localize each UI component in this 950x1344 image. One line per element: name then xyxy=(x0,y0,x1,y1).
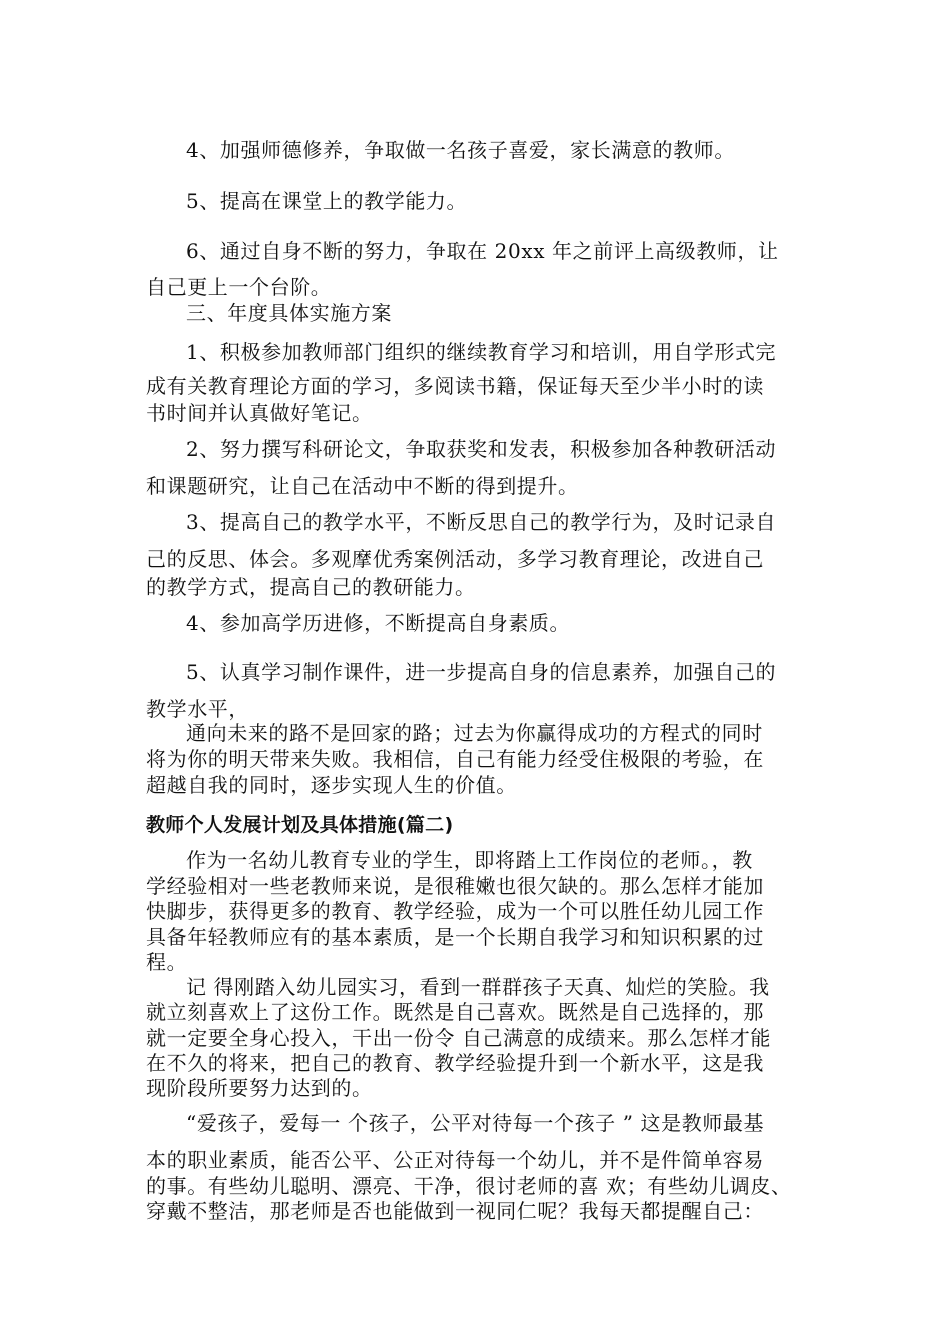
text-line: 教学水平， xyxy=(146,697,249,721)
text-line: “爱孩子，爱每一 个孩子，公平对待每一个孩子 ” 这是教师最基 xyxy=(186,1111,765,1135)
text-line: 3、提高自己的教学水平，不断反思自己的教学行为，及时记录自 xyxy=(186,510,777,534)
text-line: 成有关教育理论方面的学习，多阅读书籍，保证每天至少半小时的读 xyxy=(146,374,764,398)
text-line: 2、努力撰写科研论文，争取获奖和发表，积极参加各种教研活动 xyxy=(186,437,777,461)
text-line: 就立刻喜欢上了这份工作。既然是自己喜欢。既然是自己选择的，那 xyxy=(146,1000,764,1024)
text-line: 和课题研究，让自己在活动中不断的得到提升。 xyxy=(146,474,579,498)
text-line: 的事。有些幼儿聪明、漂亮、干净，很讨老师的喜 欢；有些幼儿调皮、 xyxy=(146,1174,792,1198)
text-line: 5、提高在课堂上的教学能力。 xyxy=(186,189,468,213)
text-line: 书时间并认真做好笔记。 xyxy=(146,401,373,425)
text-line: 己的反思、体会。多观摩优秀案例活动，多学习教育理论，改进自己 xyxy=(146,547,764,571)
text-line: 程。 xyxy=(146,950,188,974)
section-heading: 三、年度具体实施方案 xyxy=(186,301,392,325)
text-line: 学经验相对一些老教师来说，是很稚嫩也很欠缺的。那么怎样才能加 xyxy=(146,874,764,898)
text-line: 4、参加高学历进修，不断提高自身素质。 xyxy=(186,611,571,635)
text-line: 作为一名幼儿教育专业的学生，即将踏上工作岗位的老师。，教 xyxy=(186,848,753,872)
text-line: 本的职业素质，能否公平、公正对待每一个幼儿，并不是件简单容易 xyxy=(146,1148,764,1172)
text-line: 快脚步，获得更多的教育、教学经验，成为一个可以胜任幼儿园工作 xyxy=(146,899,764,923)
text-line: 具备年轻教师应有的基本素质，是一个长期自我学习和知识积累的过 xyxy=(146,925,764,949)
text-line: 就一定要全身心投入，干出一份令 自己满意的成绩来。那么怎样才能 xyxy=(146,1026,771,1050)
text-line: 记 得刚踏入幼儿园实习，看到一群群孩子天真、灿烂的笑脸。我 xyxy=(186,975,770,999)
text-line: 1、积极参加教师部门组织的继续教育学习和培训，用自学形式完 xyxy=(186,340,777,364)
text-line: 超越自我的同时，逐步实现人生的价值。 xyxy=(146,773,517,797)
chapter-heading: 教师个人发展计划及具体措施(篇二) xyxy=(146,814,454,836)
text-line: 4、加强师德修养，争取做一名孩子喜爱，家长满意的教师。 xyxy=(186,138,735,162)
text-line: 自己更上一个台阶。 xyxy=(146,275,332,299)
text-line: 将为你的明天带来失败。我相信，自己有能力经受住极限的考验，在 xyxy=(146,747,764,771)
text-line: 6、通过自身不断的努力，争取在 20xx 年之前评上高级教师，让 xyxy=(186,239,779,263)
text-line: 在不久的将来，把自己的教育、教学经验提升到一个新水平，这是我 xyxy=(146,1051,764,1075)
text-line: 5、认真学习制作课件，进一步提高自身的信息素养，加强自己的 xyxy=(186,660,777,684)
text-line: 通向未来的路不是回家的路；过去为你赢得成功的方程式的同时 xyxy=(186,721,763,745)
text-line: 穿戴不整洁，那老师是否也能做到一视同仁呢？我每天都提醒自己： xyxy=(146,1199,764,1223)
text-line: 的教学方式，提高自己的教研能力。 xyxy=(146,575,476,599)
text-line: 现阶段所要努力达到的。 xyxy=(146,1076,373,1100)
